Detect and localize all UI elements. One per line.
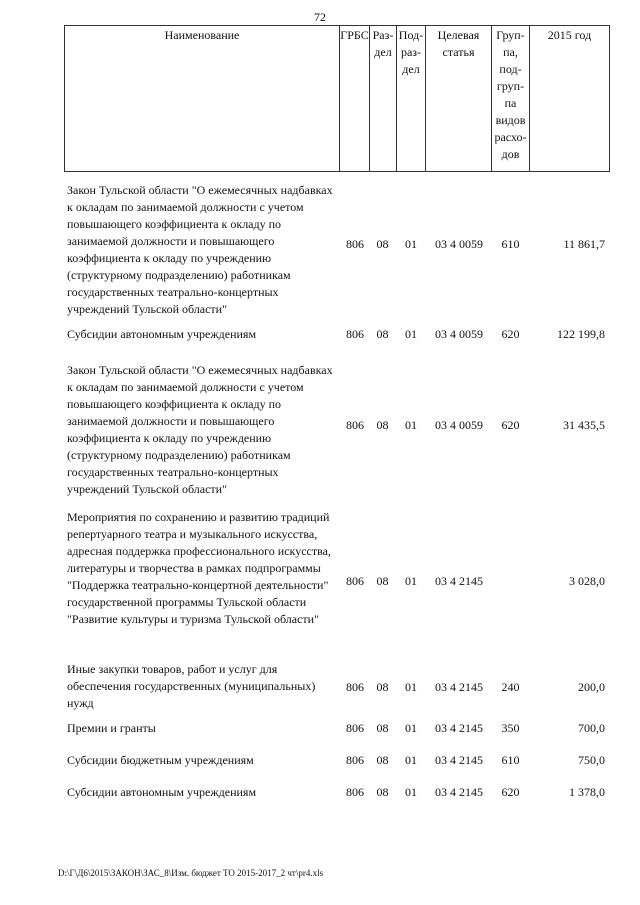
row-name: Закон Тульской области "О ежемесячных надбавках к окладам по занимаемой должности с учетом повышающего коэффициента к окладу по занимаемой должности и повышающего коэффициента к окладу по учреждению (структурному подразделению) работникам государственных театрально-концертных учреждений Тульской области" [67,363,333,496]
row-target: 03 4 2145 [435,721,483,735]
header-grbs [340,26,370,171]
row-group: 610 [501,237,520,251]
row-grbs: 806 [346,753,364,767]
table-row [0,182,640,318]
table-row [0,720,640,737]
table-row [0,362,640,498]
header-target-line: статья [442,45,475,59]
row-razdel: 08 [376,418,389,432]
row-grbs: 806 [346,680,364,694]
header-group-line: видов [495,113,526,127]
file-path-footer: D:\Г\Д6\2015\ЗАКОН\ЗАС_8\Изм. бюджет ТО 2015-2017_2 чт\pr4.xls [58,868,324,878]
header-podrazdel [397,26,426,171]
header-name-label: Наименование [164,28,240,42]
header-year [530,26,610,171]
row-podrazdel: 01 [405,785,417,799]
header-year-label: 2015 год [547,28,592,42]
header-group [492,26,530,171]
row-podrazdel: 01 [405,327,417,341]
row-podrazdel: 01 [405,721,417,735]
row-target: 03 4 0059 [435,237,483,251]
row-group: 240 [501,680,520,694]
header-group-line: па [504,96,517,110]
row-podrazdel: 01 [405,753,417,767]
row-name: Субсидии автономным учреждениям [67,785,257,799]
row-name: Премии и гранты [67,721,156,735]
row-name: Закон Тульской области "О ежемесячных надбавках к окладам по занимаемой должности с учетом повышающего коэффициента к окладу по занимаемой должности и повышающего коэффициента к окладу по учреждению (структурному подразделению) работникам государственных театрально-концертных учреждений Тульской области" [67,183,333,316]
row-group: 610 [501,753,520,767]
header-razdel [370,26,397,171]
row-razdel: 08 [376,237,389,251]
row-group: 350 [501,721,520,735]
row-target: 03 4 0059 [435,418,483,432]
row-target: 03 4 2145 [435,753,483,767]
row-razdel: 08 [376,721,389,735]
row-amount: 1 378,0 [569,785,605,799]
row-podrazdel: 01 [405,680,417,694]
row-target: 03 4 2145 [435,785,483,799]
row-razdel: 08 [376,574,389,588]
row-razdel: 08 [376,785,389,799]
header-group-line: груп- [496,79,525,93]
row-podrazdel: 01 [405,574,417,588]
header-podrazdel-line: раз- [400,45,422,59]
header-group-line: расхо- [494,130,527,144]
row-grbs: 806 [346,237,364,251]
header-group-line: под- [499,62,522,76]
header-group-line: па, [503,45,518,59]
row-grbs: 806 [346,785,364,799]
row-name: Субсидии автономным учреждениям [67,327,257,341]
header-podrazdel-line: Под- [398,28,424,42]
header-target [426,26,492,171]
header-podrazdel-line: дел [402,62,420,76]
row-amount: 11 861,7 [563,237,605,251]
table-row [0,784,640,801]
table-row [0,752,640,769]
row-amount: 3 028,0 [569,574,605,588]
row-group: 620 [501,327,520,341]
row-podrazdel: 01 [405,237,417,251]
row-target: 03 4 2145 [435,574,483,588]
page-number: 72 [314,10,326,24]
row-grbs: 806 [346,327,364,341]
header-razdel-line: Раз- [372,28,394,42]
row-podrazdel: 01 [405,418,417,432]
row-razdel: 08 [376,680,389,694]
row-name: Иные закупки товаров, работ и услуг для обеспечения государственных (муниципальных) нужд [67,662,316,710]
table-row [0,326,640,343]
table-row [0,661,640,712]
row-name: Мероприятия по сохранению и развитию традиций репертуарного театра и музыкального искусства, адресная поддержка профессионального искусства, литературы и творчества в рамках подпрограммы "Поддержка театрально-концертной деятельности" государственной программы Тульской области "Развитие культуры и туризма Тульской области" [67,510,331,626]
header-group-line: Груп- [496,28,525,42]
row-grbs: 806 [346,721,364,735]
row-grbs: 806 [346,418,364,432]
row-amount: 700,0 [578,721,605,735]
row-amount: 122 199,8 [557,327,605,341]
header-target-line: Целевая [437,28,480,42]
row-name: Субсидии бюджетным учреждениям [67,753,254,767]
table-row [0,509,640,662]
table-header [64,25,610,172]
header-razdel-line: дел [374,45,392,59]
row-amount: 31 435,5 [563,418,605,432]
row-grbs: 806 [346,574,364,588]
row-amount: 200,0 [578,680,605,694]
row-amount: 750,0 [578,753,605,767]
row-target: 03 4 2145 [435,680,483,694]
header-grbs-label: ГРБС [340,28,369,42]
header-name [65,26,340,171]
header-group-line: дов [501,147,520,161]
row-target: 03 4 0059 [435,327,483,341]
row-group: 620 [501,785,520,799]
row-razdel: 08 [376,327,389,341]
row-razdel: 08 [376,753,389,767]
row-group: 620 [501,418,520,432]
